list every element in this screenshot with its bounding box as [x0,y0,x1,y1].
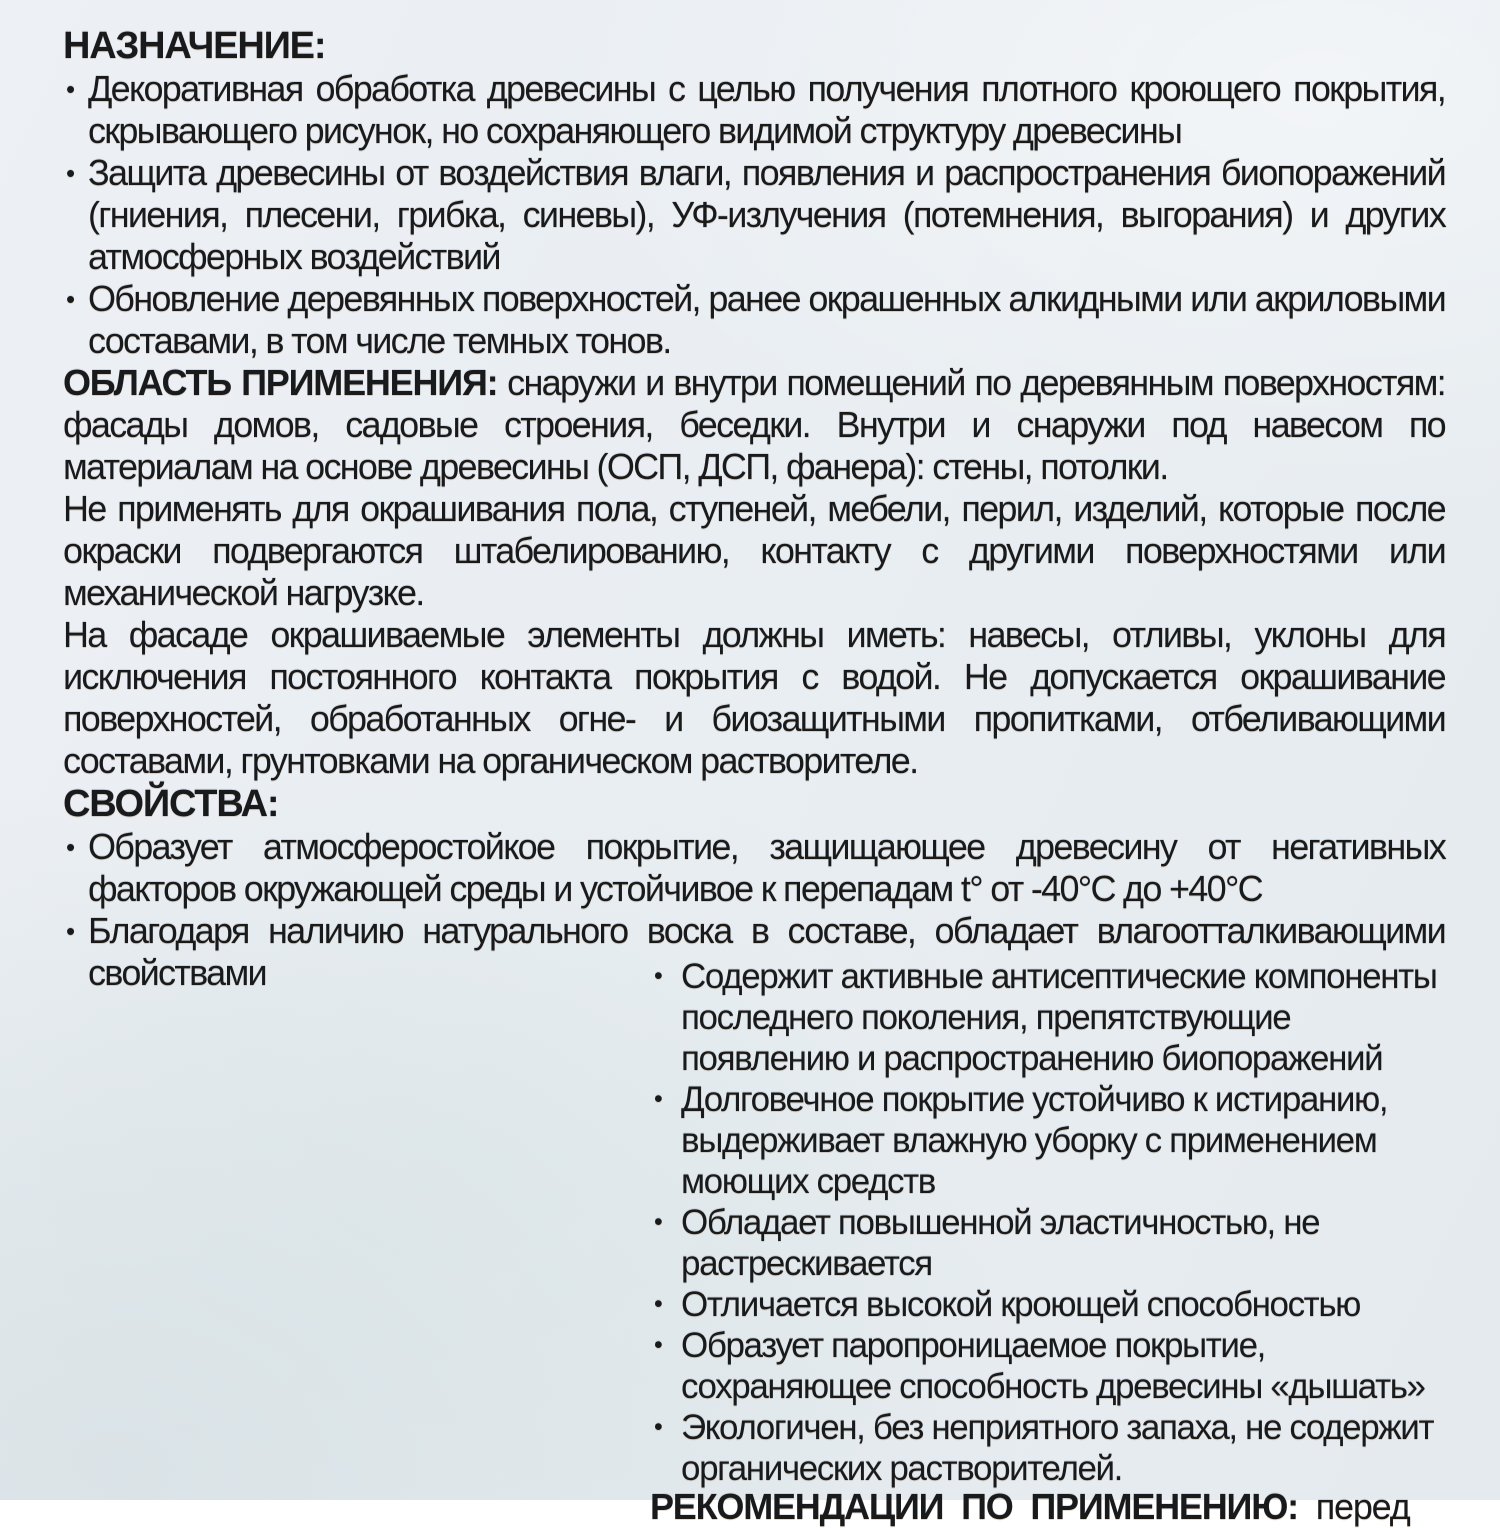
property-item-text: Отличается высокой кроющей способностью [681,1285,1360,1324]
list-item [63,826,1445,910]
property-item-text: Экологичен, без неприятного запаха, не содержит органических растворителей. [681,1408,1434,1488]
application-intro-text: снаружи и внутри помещений по деревянным поверхностям: фасады домов, садовые строения, беседки. Внутри и снаружи под навесом по материалам на основе древесины (ОСП, ДСП, фанера): стены, потолки. [63,362,1445,487]
list-item [650,1079,1442,1202]
bullet-icon: • [654,962,662,990]
application-restrictions-paragraph: Не применять для окрашивания пола, ступеней, мебели, перил, изделий, которые после окраски подвергаются штабелированию, контакту с другими поверхностями или механической нагрузке. [63,488,1445,613]
list-item [650,956,1442,1079]
application-heading: ОБЛАСТЬ ПРИМЕНЕНИЯ: [63,362,498,403]
recommendations-partial-text: перед [1315,1486,1410,1527]
properties-heading: СВОЙСТВА: [63,783,279,825]
bullet-icon: • [66,74,74,104]
properties-list-right [650,956,1442,1489]
bullet-icon: • [66,284,74,314]
bullet-icon: • [654,1290,662,1318]
list-item [650,1284,1442,1325]
bullet-icon: • [654,1331,662,1359]
list-item [63,152,1445,278]
label-main-text-block [63,24,1445,994]
bullet-icon: • [654,1085,662,1113]
list-item [63,278,1445,362]
list-item [650,1325,1442,1407]
property-item-text: Обладает повышенной эластичностью, не растрескивается [681,1203,1320,1283]
list-item [650,1202,1442,1284]
application-intro-paragraph [63,362,1445,488]
purpose-item-text: Декоративная обработка древесины с целью получения плотного кроющего покрытия, скрывающего рисунок, но сохраняющего видимой структуру древесины [88,68,1445,151]
section-application [63,362,1445,782]
application-facade-paragraph: На фасаде окрашиваемые элементы должны иметь: навесы, отливы, уклоны для исключения постоянного контакта покрытия с водой. Не допускается окрашивание поверхностей, обработанных огне- и биозащитными пропитками, отбеливающими составами, грунтовками на органическом растворителе. [63,614,1445,781]
bullet-icon: • [654,1413,662,1441]
purpose-item-text: Обновление деревянных поверхностей, ранее окрашенных алкидными или акриловыми составами, в том числе темных тонов. [88,278,1445,361]
section-purpose [63,24,1445,362]
property-item-text: Образует атмосферостойкое покрытие, защищающее древесину от негативных факторов окружающей среды и устойчивое к перепадам t° от -40°С до +40°С [88,826,1445,909]
properties-right-column [650,956,1442,1489]
bullet-icon: • [66,832,74,862]
property-item-text: Образует паропроницаемое покрытие, сохраняющее способность древесины «дышать» [681,1326,1425,1406]
purpose-item-text: Защита древесины от воздействия влаги, появления и распространения биопоражений (гниения, плесени, грибка, синевы), УФ-излучения (потемнения, выгорания) и других атмосферных воздействий [88,152,1445,277]
property-item-text: Долговечное покрытие устойчиво к истиранию, выдерживает влажную уборку с применением моющих средств [681,1080,1388,1201]
bullet-icon: • [66,916,74,946]
purpose-list [63,68,1445,362]
list-item [63,68,1445,152]
recommendations-partial-line [650,1486,1450,1528]
bullet-icon: • [66,158,74,188]
bullet-icon: • [654,1208,662,1236]
recommendations-heading: РЕКОМЕНДАЦИИ ПО ПРИМЕНЕНИЮ: [650,1486,1298,1527]
purpose-heading: НАЗНАЧЕНИЕ: [63,25,326,67]
property-item-text: Благодаря наличию натурального воска в составе, обладает влагоотталкивающими свойствами [88,910,1445,993]
property-item-text: Содержит активные антисептические компоненты последнего поколения, препятствующие появлению и распространению биопоражений [681,957,1437,1078]
list-item [650,1407,1442,1489]
